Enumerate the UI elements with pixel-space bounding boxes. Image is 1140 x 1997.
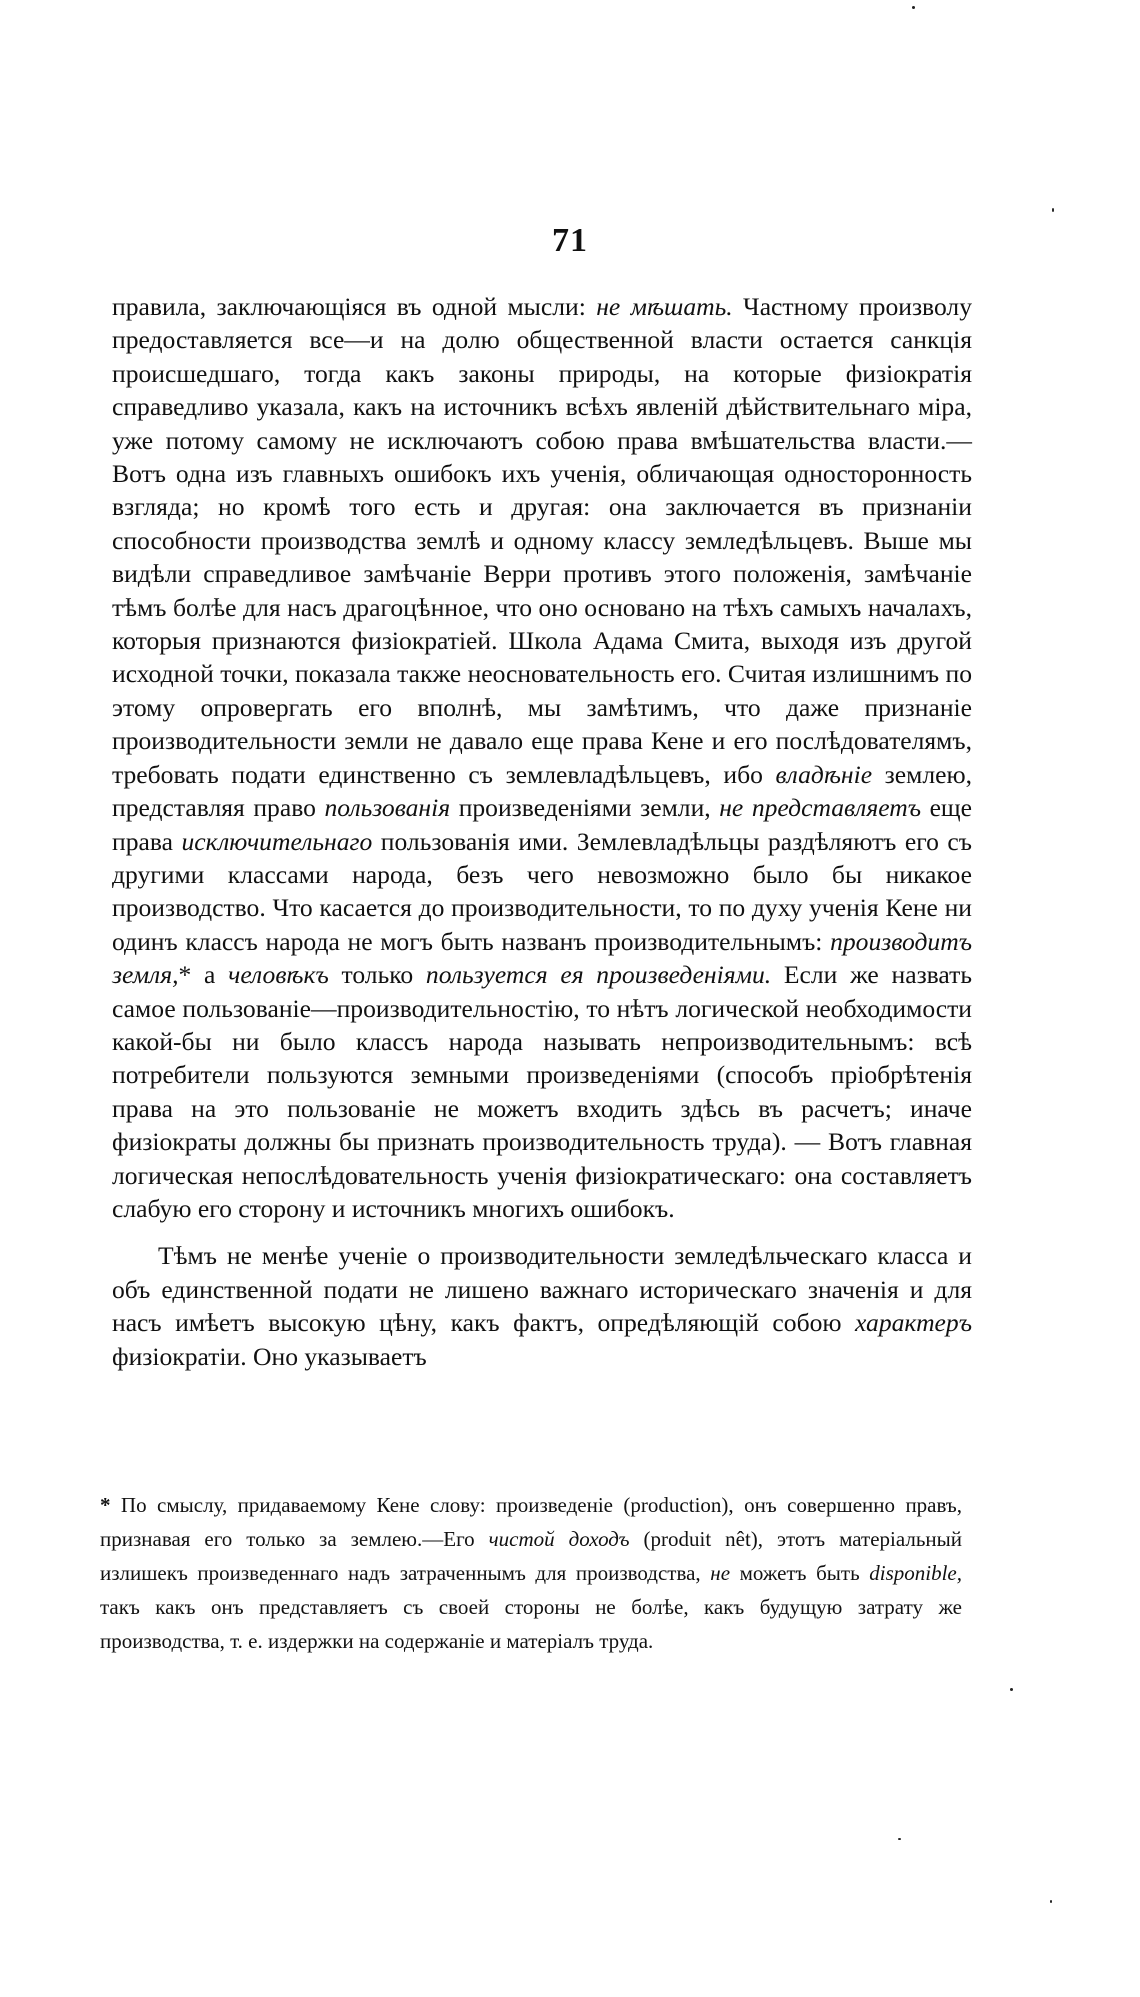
emphasis: чистой доходъ — [488, 1527, 630, 1551]
paragraph-2 — [112, 1239, 972, 1373]
scan-speck — [1050, 1900, 1052, 1903]
paragraph-1 — [112, 290, 972, 1225]
footnote — [100, 1488, 962, 1658]
footnote-text — [100, 1488, 962, 1658]
emphasis: disponible, — [869, 1561, 962, 1585]
text-run: можетъ быть — [730, 1561, 870, 1585]
text-run: По смыслу, придаваемому Кене слову: произведеніе (production), онъ совершенно правъ, признавая его только за землею.—Его — [100, 1493, 962, 1551]
text-run: (produit nêt), этотъ матеріальный излишекъ произведеннаго надъ затраченнымъ для производства, — [100, 1527, 962, 1585]
footnote-divider — [112, 1475, 972, 1476]
emphasis: пользуется ея произведеніями. — [425, 960, 772, 990]
emphasis: человѣкъ — [228, 960, 329, 990]
scan-speck — [898, 1838, 901, 1840]
emphasis: не представляетъ — [719, 793, 922, 823]
text-run: такъ какъ онъ представляетъ съ своей стороны не болѣе, какъ будущую затрату же производства, т. е. издержки на содержаніе и матеріалъ труда. — [100, 1595, 962, 1653]
text-run: землею, представляя право — [112, 759, 972, 823]
emphasis: производитъ земля, — [112, 926, 972, 990]
text-run: Частному произволу предоставляется все—и на долю общественной власти остается санкція происшедшаго, тогда какъ законы природы, на которые физіократія справедливо указала, какъ на источникъ всѣхъ явленій дѣйствительнаго міра, уже потому самому не исключаютъ собою права вмѣшательства власти.—Вотъ одна изъ главныхъ ошибокъ ихъ ученія, обличающая односторонность взгляда; но кромѣ того есть и другая: она заключается въ признаніи способности производства землѣ и одному классу земледѣльцевъ. Выше мы видѣли справедливое замѣчаніе Верри противъ этого положенія, замѣчаніе тѣмъ болѣе для насъ драгоцѣнное, что оно основано на тѣхъ самыхъ началахъ, которыя признаются физіократіей. Школа Адама Смита, выходя изъ другой исходной точки, показала также неосновательность его. Считая излишнимъ по этому опровергать его вполнѣ, мы замѣтимъ, что даже признаніе производительности земли не давало еще права Кене и его послѣдователямъ, требовать подати единственно съ землевладѣльцевъ, ибо — [112, 292, 972, 789]
emphasis: исключительнаго — [181, 826, 373, 856]
page-number: 71 — [552, 222, 588, 259]
text-run: * а — [178, 960, 229, 990]
text-run: физіократіи. Оно указываетъ — [112, 1341, 427, 1371]
emphasis: характеръ — [855, 1308, 972, 1338]
scan-speck — [1010, 1688, 1013, 1691]
text-run: произведеніями земли, — [450, 793, 720, 823]
text-run: Если же назвать самое пользованіе—производительностію, то нѣтъ логической необходимости какой-бы ни было классъ народа называть непроизводительнымъ: всѣ потребители пользуются земными произведеніями (способъ пріобрѣтенія права на это пользованіе не можетъ входить здѣсь въ расчетъ; иначе физіократы должны бы признать производительность труда). — Вотъ главная логическая непослѣдовательность ученія физіократическаго: она составляетъ слабую его сторону и источникъ многихъ ошибокъ. — [112, 960, 972, 1223]
text-run: правила, заключающіяся въ одной мысли: — [112, 292, 597, 321]
text-run: еще права — [112, 793, 972, 856]
text-run: пользованія ими. Землевладѣльцы раздѣляютъ его съ другими классами народа, безъ чего невозможно было бы никакое производство. Что касается до производительности, то по духу ученія Кене ни одинъ классъ народа не могъ быть названъ производительнымъ: — [112, 826, 973, 956]
footnote-marker: * — [100, 1493, 111, 1517]
emphasis: владѣніе — [775, 759, 873, 789]
emphasis: пользованія — [324, 793, 451, 823]
main-text — [112, 290, 972, 1373]
emphasis: не мѣшать. — [596, 292, 733, 321]
scan-speck — [912, 6, 915, 9]
text-run: Тѣмъ не менѣе ученіе о производительности земледѣльческаго класса и объ единственной подати не лишено важнаго историческаго значенія и для насъ имѣетъ высокую цѣну, какъ фактъ, опредѣляющій собою — [112, 1241, 972, 1338]
emphasis: не — [710, 1561, 731, 1585]
text-run: только — [328, 960, 426, 990]
scan-speck — [1052, 208, 1054, 212]
